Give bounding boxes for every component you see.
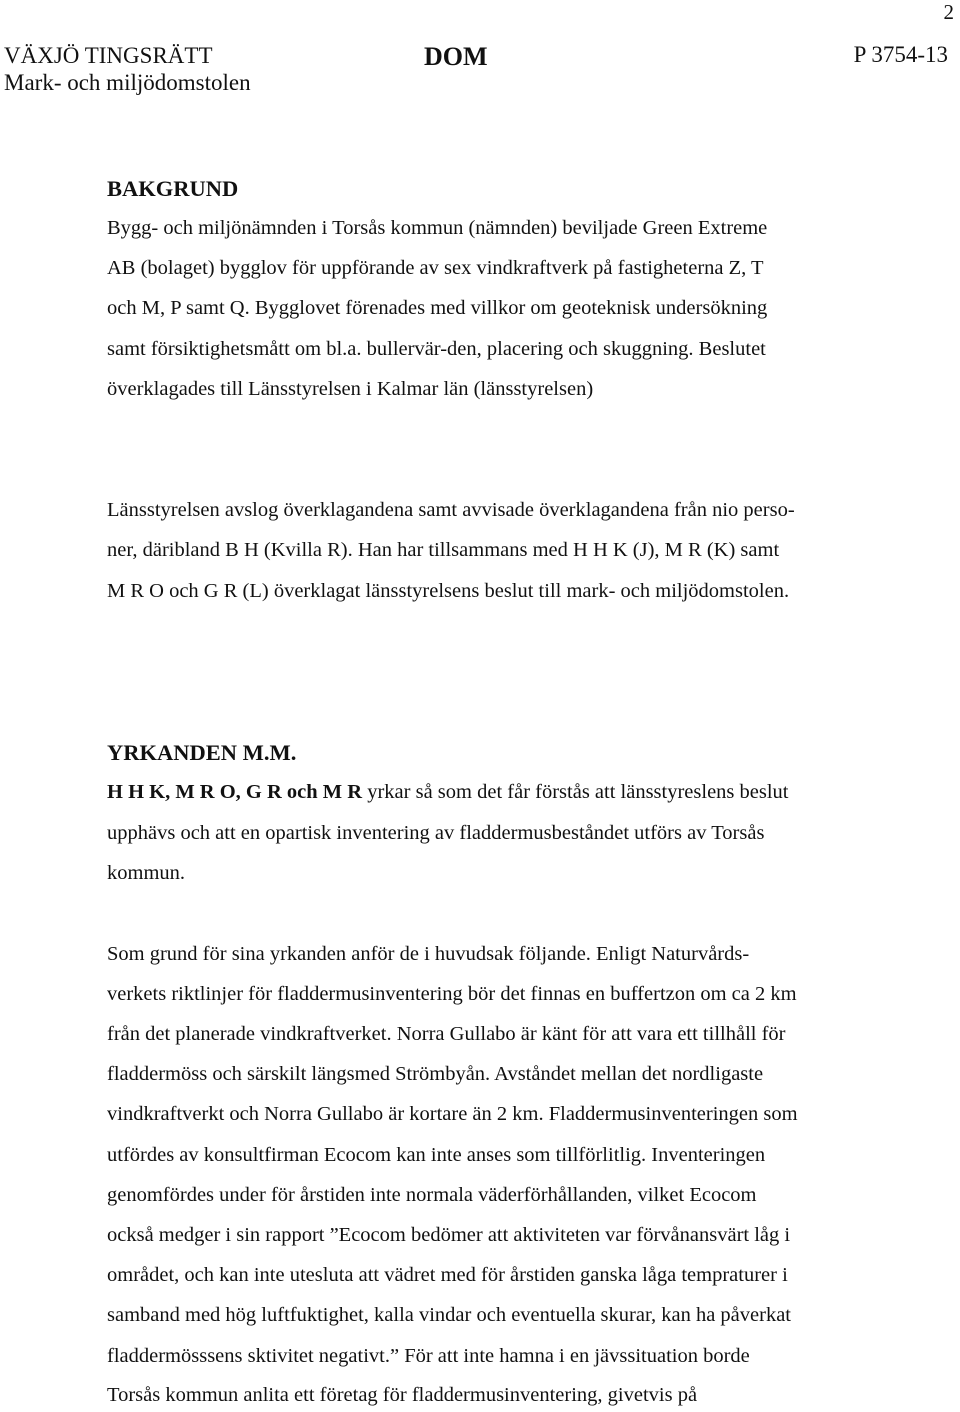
- paragraph-line: utfördes av konsultfirman Ecocom kan inte anses som tillförlitlig. Inventeringen: [107, 1144, 766, 1166]
- document-type: DOM: [424, 42, 488, 71]
- paragraph-line: kommun.: [107, 862, 186, 884]
- court-name: VÄXJÖ TINGSRÄTT: [4, 43, 213, 68]
- page-number: 2: [943, 0, 954, 24]
- section-heading-yrkanden: YRKANDEN M.M.: [107, 740, 297, 765]
- paragraph-line: AB (bolaget) bygglov för uppförande av sex vindkraftverk på fastigheterna Z, T: [107, 257, 764, 279]
- paragraph-line: Länsstyrelsen avslog överklagandena samt avvisade överklagandena från nio perso-: [107, 499, 795, 521]
- paragraph-line: från det planerade vindkraftverket. Norra Gullabo är känt för att vara ett tillhåll för: [107, 1023, 786, 1045]
- paragraph-line: samband med hög luftfuktighet, kalla vindar och eventuella skurar, kan ha påverkat: [107, 1304, 791, 1326]
- paragraph-line: [107, 781, 789, 804]
- case-number: P 3754-13: [853, 42, 948, 67]
- paragraph-line: och M, P samt Q. Bygglovet förenades med villkor om geoteknisk undersökning: [107, 297, 768, 319]
- paragraph-line: samt försiktighetsmått om bl.a. bullervär-den, placering och skuggning. Beslutet: [107, 338, 766, 360]
- paragraph-line: Bygg- och miljönämnden i Torsås kommun (nämnden) beviljade Green Extreme: [107, 217, 768, 239]
- section-heading-bakgrund: BAKGRUND: [107, 176, 239, 201]
- paragraph-line: vindkraftverkt och Norra Gullabo är kortare än 2 km. Fladdermusinventeringen som: [107, 1103, 798, 1125]
- court-division: Mark- och miljödomstolen: [4, 70, 251, 95]
- paragraph-line: fladdermösssens sktivitet negativt.” För att inte hamna i en jävssituation borde: [107, 1345, 750, 1367]
- paragraph-line: fladdermöss och särskilt längsmed Strömbyån. Avståndet mellan det nordligaste: [107, 1063, 764, 1085]
- paragraph-line: ner, däribland B H (Kvilla R). Han har tillsammans med H H K (J), M R (K) samt: [107, 539, 780, 561]
- paragraph-line: verkets riktlinjer för fladdermusinventering bör det finnas en buffertzon om ca 2 km: [107, 983, 797, 1005]
- paragraph-line: Som grund för sina yrkanden anför de i huvudsak följande. Enligt Naturvårds-: [107, 943, 750, 965]
- claim-text: yrkar så som det får förstås att länsstyreslens beslut: [362, 781, 789, 803]
- paragraph-line: Torsås kommun anlita ett företag för fladdermusinventering, givetvis på: [107, 1384, 698, 1406]
- paragraph-line: området, och kan inte utesluta att vädret med för årstiden ganska låga tempraturer i: [107, 1264, 788, 1286]
- paragraph-line: också medger i sin rapport ”Ecocom bedömer att aktiviteten var förvånansvärt låg i: [107, 1224, 791, 1246]
- paragraph-line: genomfördes under för årstiden inte normala väderförhållanden, vilket Ecocom: [107, 1184, 757, 1206]
- parties-names: H H K, M R O, G R och M R: [107, 781, 363, 803]
- paragraph-line: M R O och G R (L) överklagat länsstyrelsens beslut till mark- och miljödomstolen.: [107, 580, 790, 602]
- paragraph-line: upphävs och att en opartisk inventering av fladdermusbeståndet utförs av Torsås: [107, 822, 765, 844]
- court-block: [4, 42, 251, 96]
- paragraph-line: överklagades till Länsstyrelsen i Kalmar län (länsstyrelsen): [107, 378, 594, 400]
